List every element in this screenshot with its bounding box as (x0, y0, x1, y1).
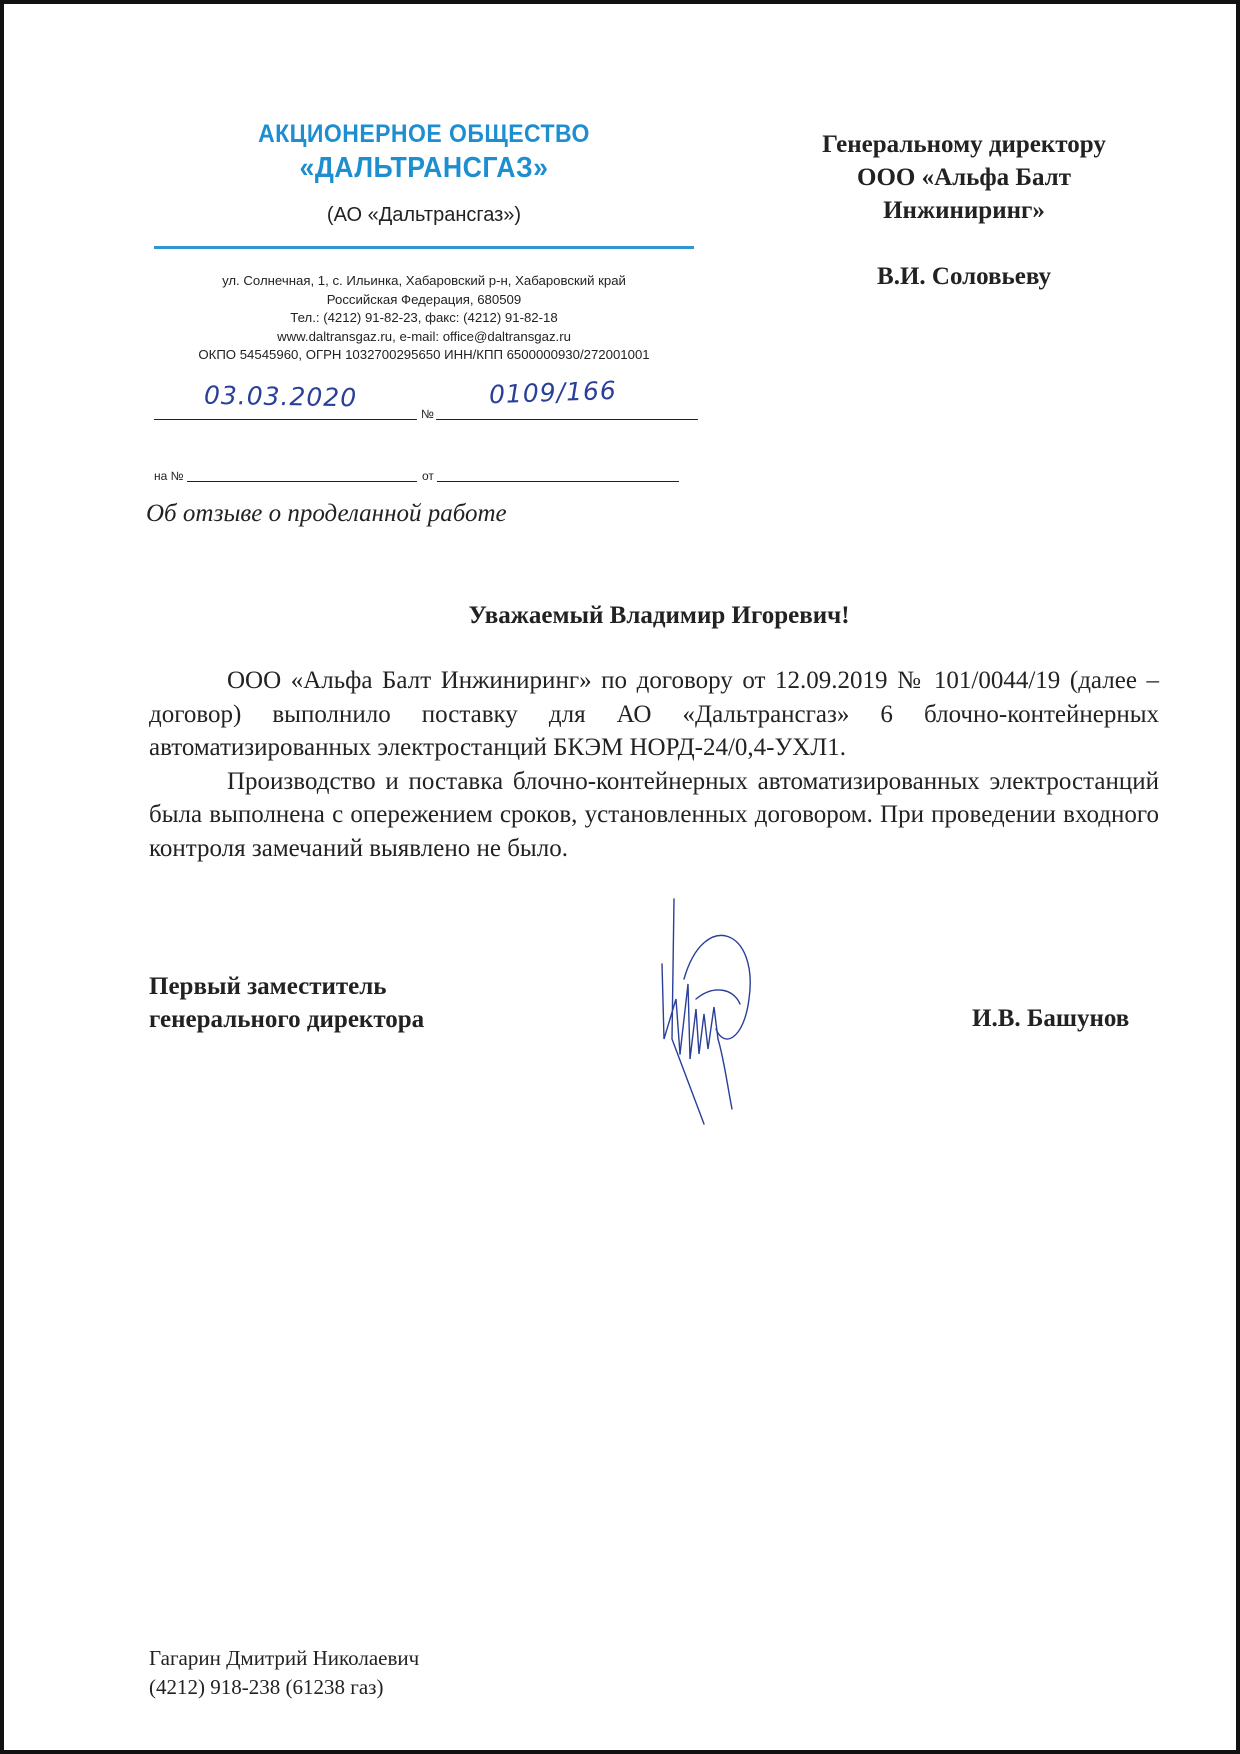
addressee-block (734, 128, 1194, 227)
executor-block (149, 1644, 419, 1702)
signer-title (149, 970, 424, 1036)
signer-title-line: генерального директора (149, 1006, 425, 1033)
in-reply-to-number-label: на № (154, 469, 184, 483)
number-field-line (436, 419, 698, 420)
greeting: Уважаемый Владимир Игоревич! (468, 602, 850, 629)
executor-phone: (4212) 918-238 (61238 газ) (149, 1675, 384, 1699)
contact-web-line: www.daltransgaz.ru, e-mail: office@daltransgaz.ru (277, 328, 571, 344)
company-name-line2: «ДАЛЬТРАНСГАЗ» (299, 152, 549, 184)
outgoing-date-handwritten: 03.03.2020 (203, 380, 358, 413)
in-reply-to-date-label: от (422, 469, 434, 483)
letter-body (149, 664, 1159, 865)
number-label: № (421, 407, 434, 421)
company-short-name: (АО «Дальтрансгаз») (326, 204, 522, 226)
addressee-line: ООО «Альфа Балт (857, 164, 1071, 191)
address-line: Российская Федерация, 680509 (326, 291, 522, 307)
company-address-block (144, 272, 704, 365)
addressee-line: Генеральному директору (822, 131, 1106, 158)
letterhead-divider (154, 246, 694, 249)
registration-codes-line: ОКПО 54545960, ОГРН 1032700295650 ИНН/КПП 6500000930/272001001 (198, 347, 650, 362)
contact-phone-line: Тел.: (4212) 91-82-23, факс: (4212) 91-82-18 (290, 310, 558, 325)
in-reply-to-number-line (187, 481, 417, 482)
address-line: ул. Солнечная, 1, с. Ильинка, Хабаровский р-н, Хабаровский край (222, 273, 626, 288)
date-field-line (154, 419, 417, 420)
executor-name: Гагарин Дмитрий Николаевич (149, 1646, 420, 1670)
body-paragraph: ООО «Альфа Балт Инжиниринг» по договору от 12.09.2019 № 101/0044/19 (далее – договор) выполнило поставку для АО «Дальтрансгаз» 6 блочно-контейнерных автоматизированных электростанций БКЭМ НОРД-24/0,4-УХЛ1. (149, 667, 1159, 761)
company-name-line1: АКЦИОНЕРНОЕ ОБЩЕСТВО (258, 120, 590, 148)
addressee-name: В.И. Соловьеву (877, 263, 1051, 290)
signer-title-line: Первый заместитель (149, 973, 387, 1000)
body-paragraph: Производство и поставка блочно-контейнерных автоматизированных электростанций была выполнена с опережением сроков, установленных договором. При проведении входного контроля замечаний выявлено не было. (149, 767, 1159, 862)
addressee-line: Инжиниринг» (883, 197, 1045, 224)
signer-name: И.В. Башунов (972, 1005, 1130, 1032)
outgoing-number-handwritten: 0109/166 (488, 375, 618, 410)
handwritten-signature (644, 889, 764, 1129)
in-reply-to-date-line (437, 481, 679, 482)
letter-subject: Об отзыве о проделанной работе (146, 500, 507, 527)
